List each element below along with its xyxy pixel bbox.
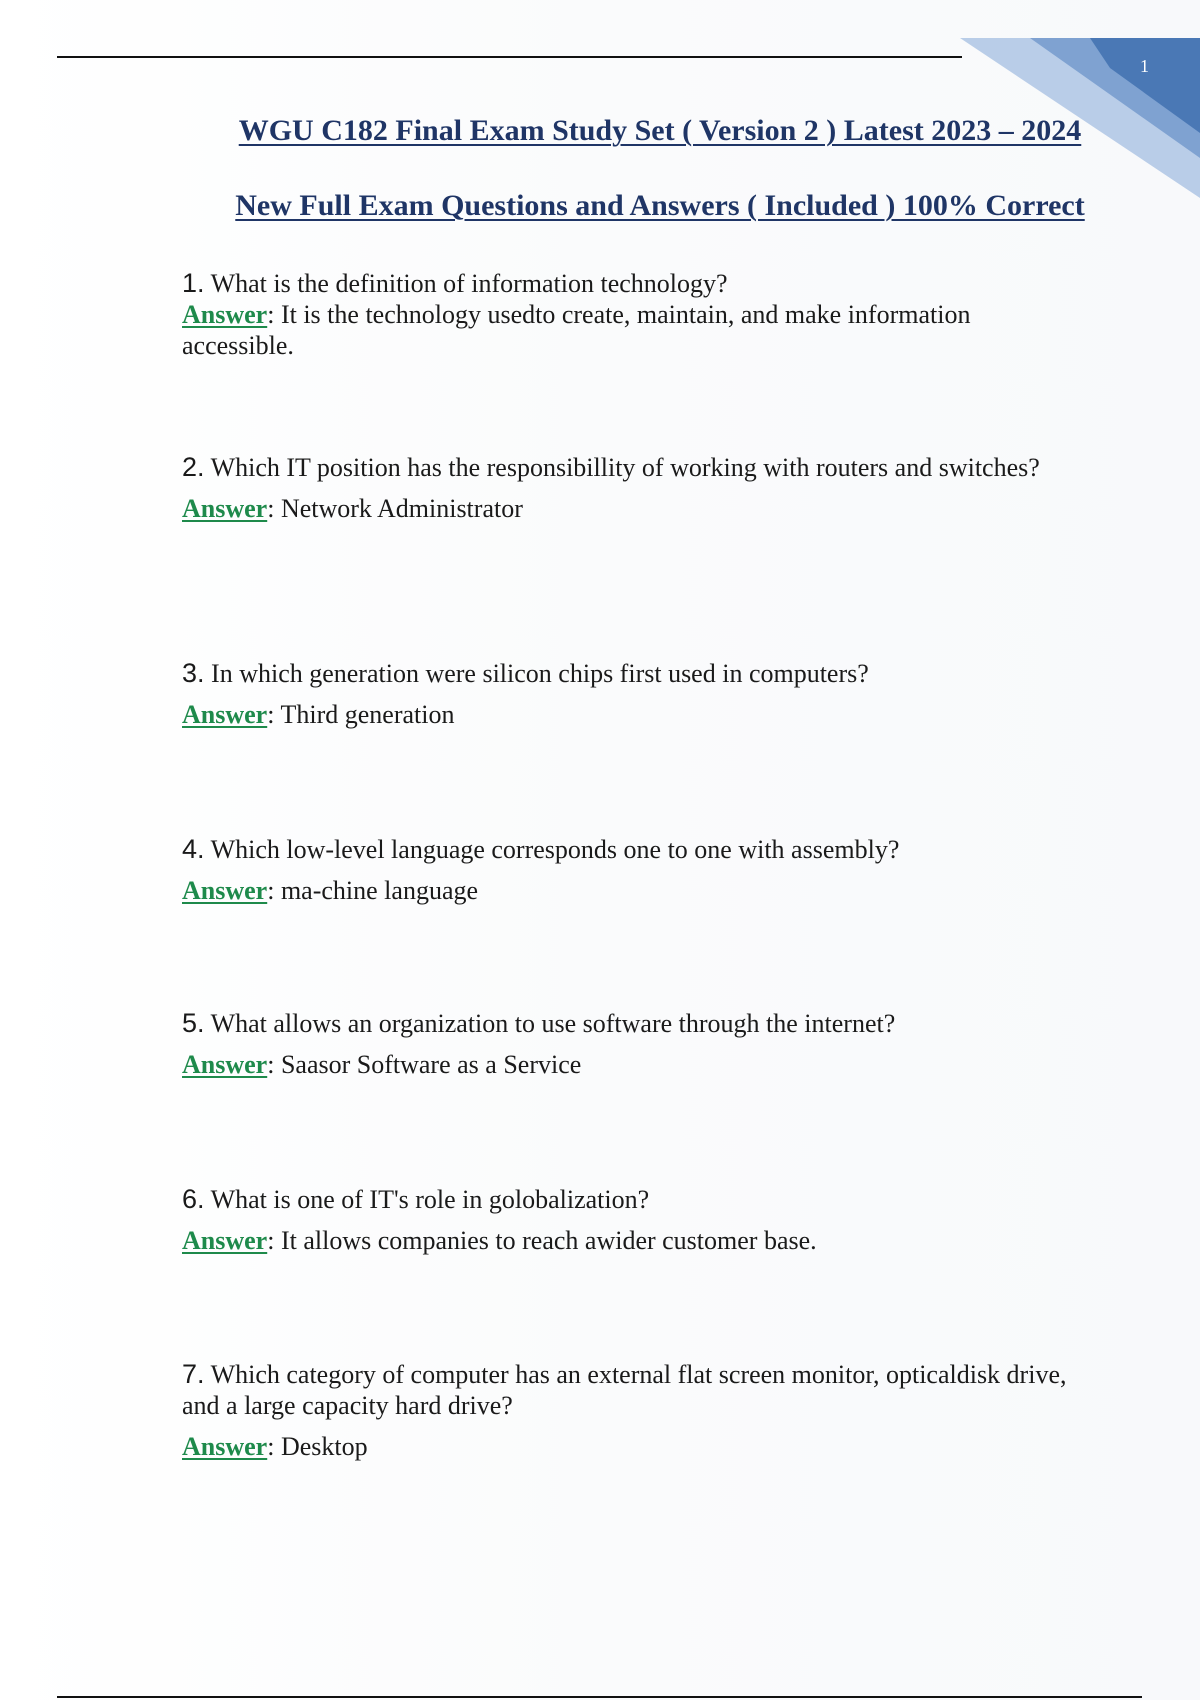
question-number: 5. <box>182 1008 205 1038</box>
question-number: 4. <box>182 834 205 864</box>
answer-text: Desktop <box>280 1432 368 1461</box>
question-number: 3. <box>182 658 205 688</box>
answer-label: Answer <box>182 1432 268 1461</box>
qa-item <box>182 834 1082 906</box>
answer-text: Saasor Software as a Service <box>280 1050 582 1079</box>
question-text: What is the definition of information technology? <box>210 269 728 298</box>
page-number: 1 <box>1140 56 1149 76</box>
qa-item <box>182 1359 1082 1462</box>
question <box>182 452 1082 483</box>
answer-text: It allows companies to reach awider customer base. <box>280 1226 817 1255</box>
qa-item <box>182 658 1082 730</box>
top-divider <box>57 56 962 58</box>
question-number: 6. <box>182 1184 205 1214</box>
answer-text: Network Administrator <box>280 494 523 523</box>
answer-text: It is the technology usedto create, maintain, and make information accessible. <box>182 300 971 360</box>
qa-item <box>182 1184 1082 1256</box>
bottom-divider <box>57 1696 1142 1698</box>
answer-label: Answer <box>182 300 268 329</box>
question-text: In which generation were silicon chips first used in computers? <box>211 659 869 688</box>
qa-item <box>182 268 1082 361</box>
answer: Answer: Network Administrator <box>182 494 523 523</box>
question-number: 2. <box>182 452 205 482</box>
question-text: Which low-level language corresponds one to one with assembly? <box>210 835 900 864</box>
question-text: Which IT position has the responsibillity of working with routers and switches? <box>210 453 1040 482</box>
answer-text: Third generation <box>280 700 455 729</box>
qa-item <box>182 1008 1082 1080</box>
question <box>182 1184 1082 1215</box>
answer: Answer: Saasor Software as a Service <box>182 1050 582 1079</box>
answer-label: Answer <box>182 1050 268 1079</box>
answer: Answer: ma-chine language <box>182 876 479 905</box>
answer: Answer: Third generation <box>182 700 455 729</box>
answer-label: Answer <box>182 1226 268 1255</box>
answer-label: Answer <box>182 700 268 729</box>
title-line-1: WGU C182 Final Exam Study Set ( Version 2 ) Latest 2023 – 2024 <box>238 114 1082 147</box>
question <box>182 268 1082 299</box>
question <box>182 1008 1082 1039</box>
question-text: What is one of IT's role in golobalization? <box>210 1185 650 1214</box>
question-number: 7. <box>182 1359 205 1389</box>
answer: Answer: Desktop <box>182 1432 368 1461</box>
answer-text: ma-chine language <box>280 876 479 905</box>
question-number: 1. <box>182 268 205 298</box>
title-line-2: New Full Exam Questions and Answers ( Included ) 100% Correct <box>235 189 1085 222</box>
question-text: Which category of computer has an external flat screen monitor, opticaldisk drive, and a large capacity hard drive? <box>182 1360 1067 1420</box>
question <box>182 658 1082 689</box>
qa-item <box>182 452 1082 524</box>
answer: Answer: It allows companies to reach awider customer base. <box>182 1226 817 1255</box>
answer: Answer: It is the technology usedto create, maintain, and make information accessible. <box>182 300 971 360</box>
question <box>182 1359 1082 1421</box>
answer-label: Answer <box>182 876 268 905</box>
question <box>182 834 1082 865</box>
question-text: What allows an organization to use software through the internet? <box>210 1009 896 1038</box>
answer-label: Answer <box>182 494 268 523</box>
